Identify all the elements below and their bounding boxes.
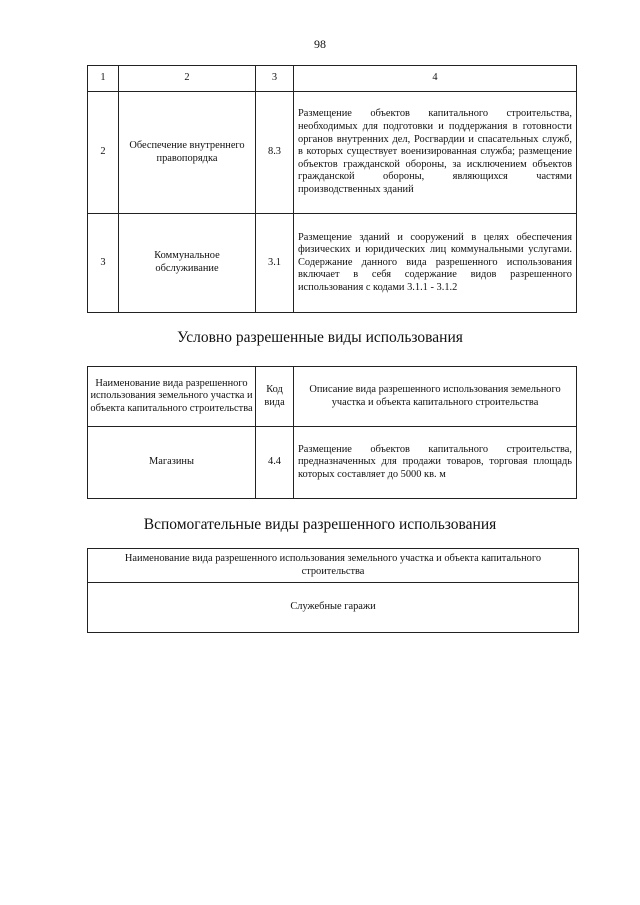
- table-row: [88, 583, 579, 633]
- use-type-code: 3.1: [256, 214, 294, 313]
- use-type-code: 4.4: [256, 427, 294, 499]
- row-number: 3: [88, 214, 119, 313]
- column-header-name: Наименование вида разрешенного использования земельного участка и объекта капитального строительства: [88, 367, 256, 427]
- table-header-row: [88, 367, 577, 427]
- use-type-code: 8.3: [256, 92, 294, 214]
- main-use-table: [87, 65, 577, 313]
- page-number: 98: [314, 37, 326, 51]
- column-header-number: 1: [88, 66, 119, 92]
- use-type-name: Коммунальное обслуживание: [119, 214, 256, 313]
- column-header-code: 3: [256, 66, 294, 92]
- column-header-description: Описание вида разрешенного использования земельного участка и объекта капитального строительства: [294, 367, 577, 427]
- table-row: [88, 214, 577, 313]
- use-type-name: Магазины: [88, 427, 256, 499]
- section-title-conditional: Условно разрешенные виды использования: [177, 329, 463, 346]
- table-header-row: [88, 66, 577, 92]
- table-header-row: [88, 549, 579, 583]
- row-number: 2: [88, 92, 119, 214]
- use-type-description: Размещение объектов капитального строительства, предназначенных для продажи товаров, торговая площадь которых составляет до 5000 кв. м: [294, 427, 577, 499]
- use-type-name: Служебные гаражи: [88, 583, 579, 633]
- column-header-name: 2: [119, 66, 256, 92]
- table-row: [88, 92, 577, 214]
- section-title-auxiliary: Вспомогательные виды разрешенного использования: [143, 516, 497, 533]
- column-header-name: Наименование вида разрешенного использования земельного участка и объекта капитального строительства: [88, 549, 579, 583]
- use-type-description: Размещение зданий и сооружений в целях обеспечения физических и юридических лиц коммунальными услугами. Содержание данного вида разрешенного использования включает в себя содержание видов разрешенного использования с кодами 3.1.1 - 3.1.2: [294, 214, 577, 313]
- auxiliary-use-table: [87, 548, 579, 633]
- column-header-code: Код вида: [256, 367, 294, 427]
- use-type-description: Размещение объектов капитального строительства, необходимых для подготовки и поддержания в готовности органов внутренних дел, Росгвардии и спасательных служб, в которых существует военизированная служба; размещение объектов гражданской обороны, за исключением объектов гражданской обороны, являющихся частями производственных зданий: [294, 92, 577, 214]
- use-type-name: Обеспечение внутреннего правопорядка: [119, 92, 256, 214]
- column-header-description: 4: [294, 66, 577, 92]
- table-row: [88, 427, 577, 499]
- conditional-use-table: [87, 366, 577, 499]
